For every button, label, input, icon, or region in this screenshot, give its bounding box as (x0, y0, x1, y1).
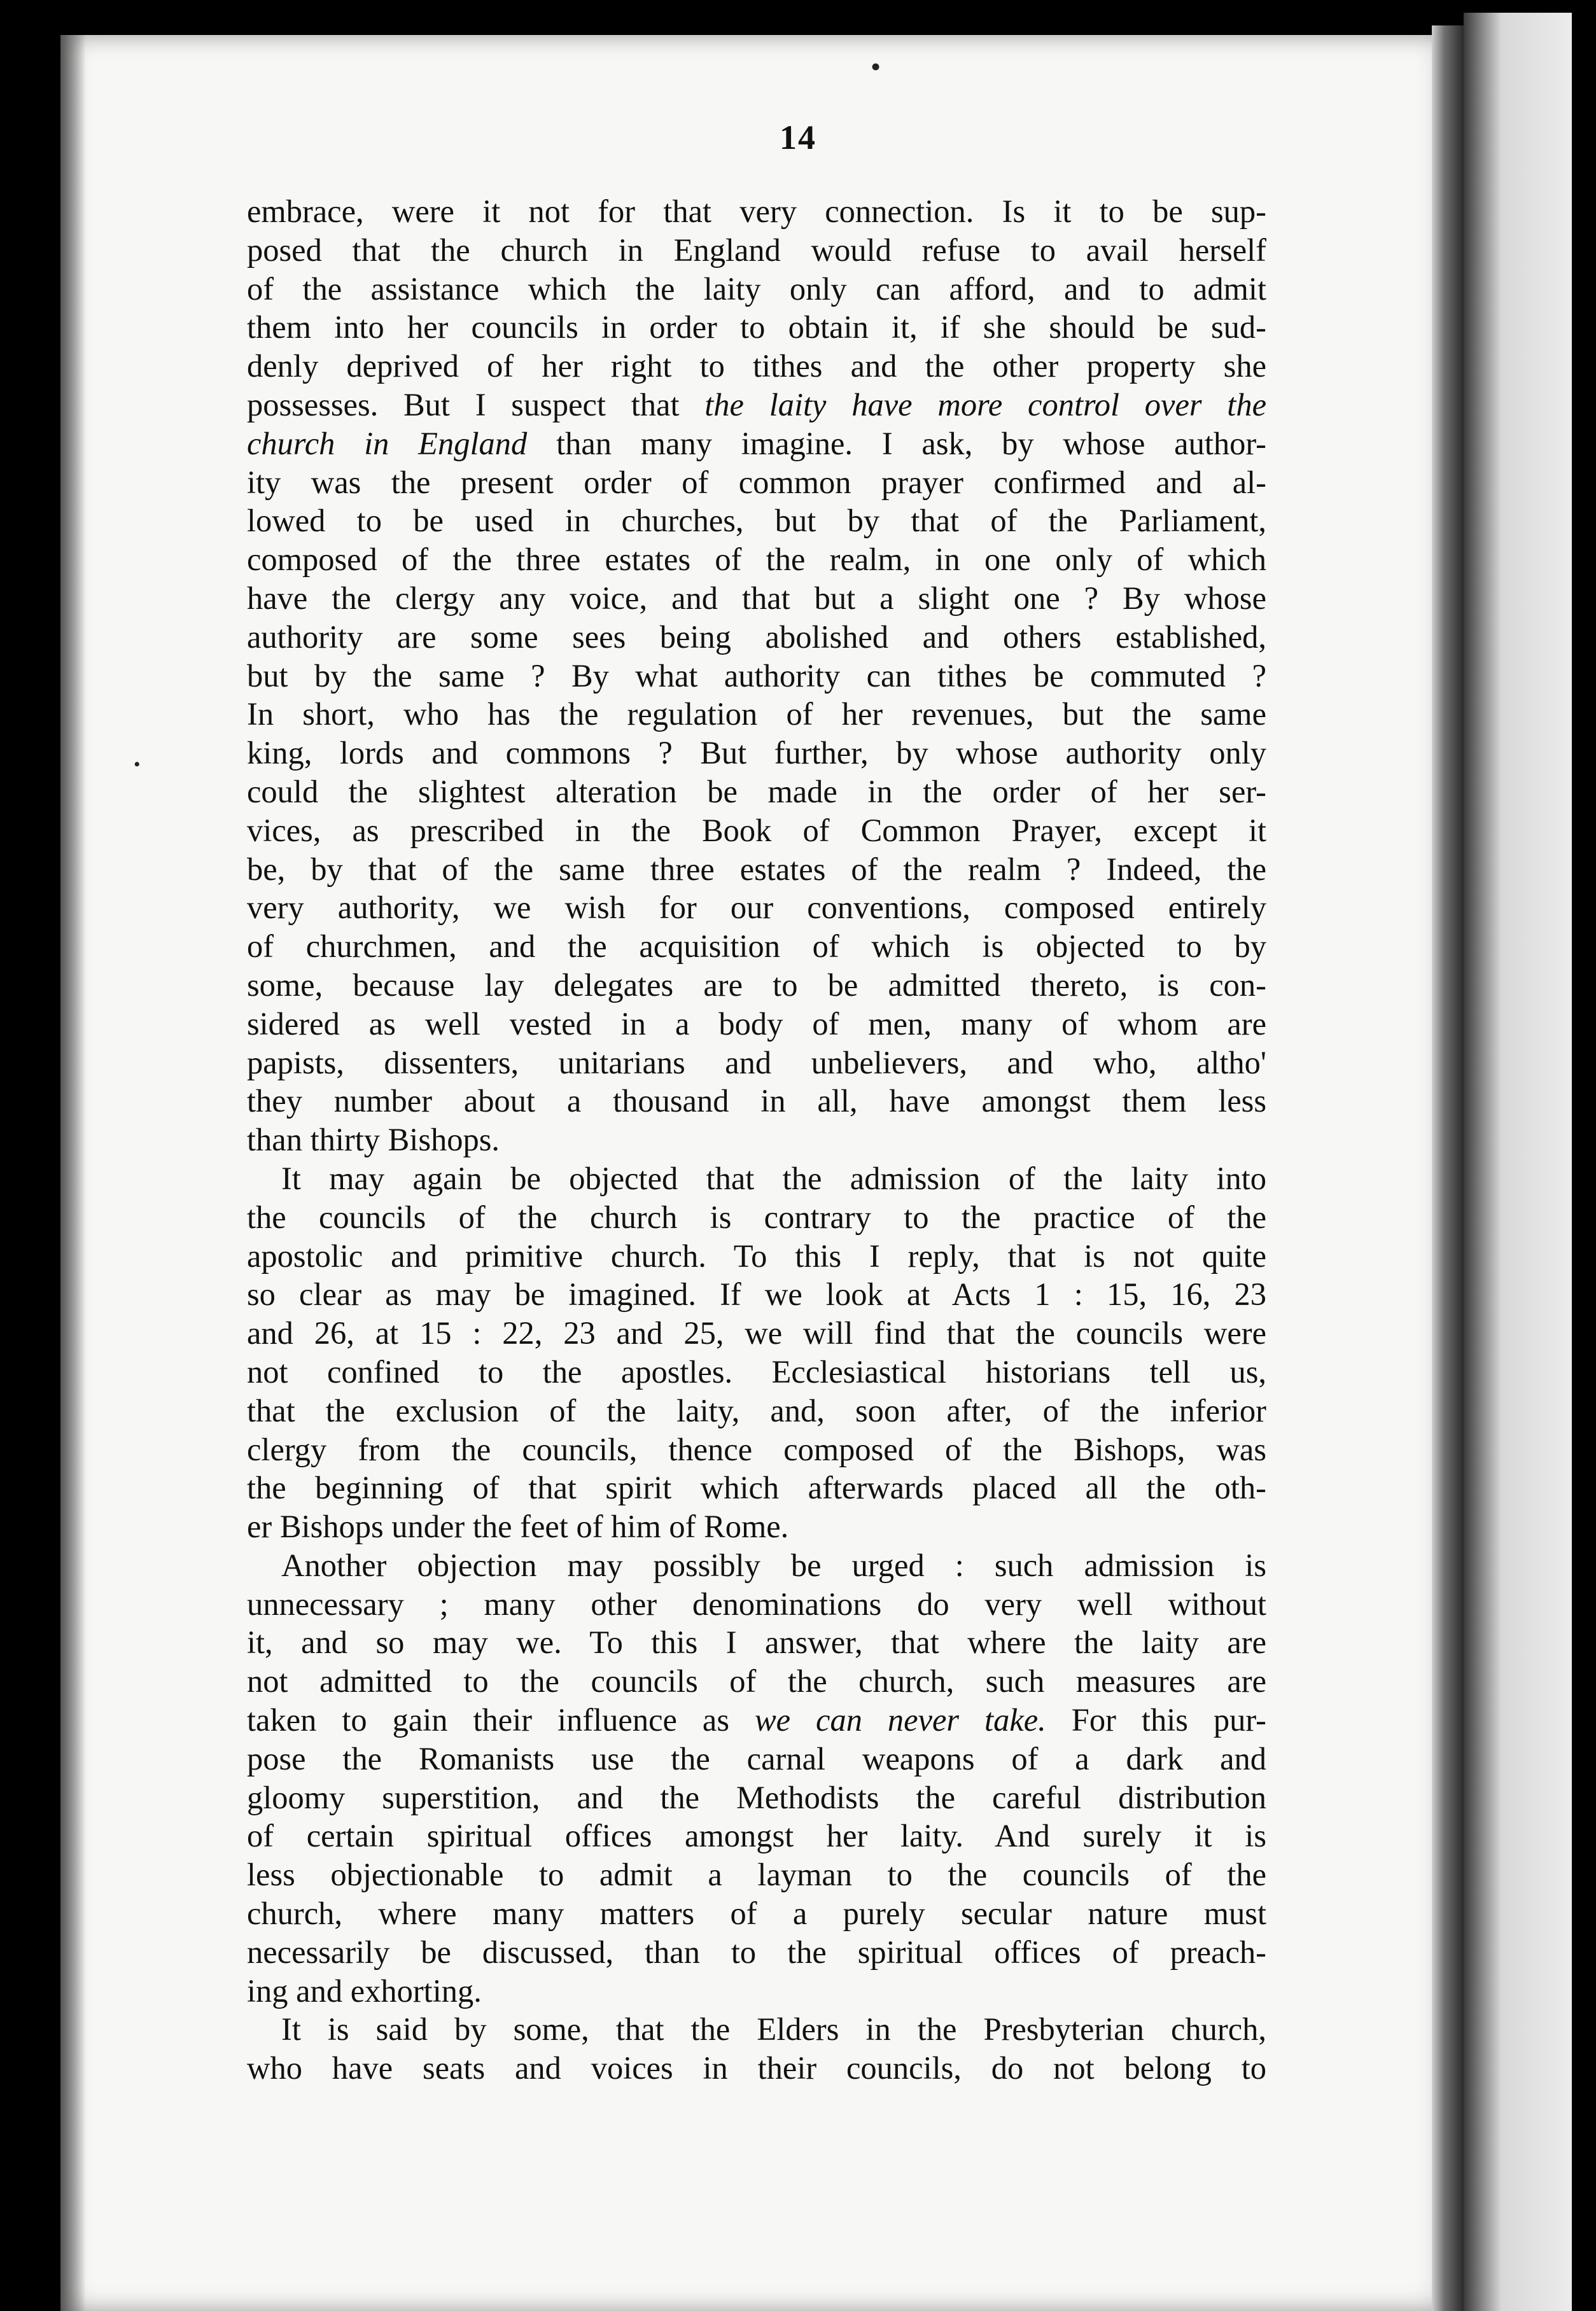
margin-dot-mark: • (134, 754, 141, 775)
text-line (247, 1430, 1266, 1469)
line-text: not admitted to the councils of the church, such measures are (247, 1663, 1266, 1700)
text-line (247, 1623, 1266, 1662)
line-text: apostolic and primitive church. To this I reply, that is not quite (247, 1238, 1266, 1274)
line-text: embrace, were it not for that very connection. Is it to be sup- (247, 193, 1266, 229)
line-text: It is said by some, that the Elders in the Presbyterian church, (281, 2011, 1266, 2048)
line-text: who have seats and voices in their councils, do not belong to (247, 2050, 1266, 2086)
text-line (247, 386, 1266, 424)
line-text: authority are some sees being abolished and others established, (247, 618, 1266, 655)
text-line (247, 347, 1266, 386)
text-line (247, 1740, 1266, 1778)
text-line (247, 231, 1266, 270)
line-text: pose the Romanists use the carnal weapons of a dark and (247, 1740, 1266, 1777)
text-line (247, 772, 1266, 811)
facing-page-edge (1464, 13, 1572, 2311)
line-text: not confined to the apostles. Ecclesiastical historians tell us, (247, 1353, 1266, 1390)
text-line (247, 618, 1266, 657)
text-line (247, 1933, 1266, 1972)
line-text: For this pur- (1046, 1702, 1266, 1738)
line-text: necessarily be discussed, than to the spiritual offices of preach- (247, 1934, 1266, 1970)
text-line (247, 1585, 1266, 1624)
line-text: denly deprived of her right to tithes and the other property she (247, 348, 1266, 384)
line-text: taken to gain their influence as (247, 1702, 755, 1738)
italic-text: the laity have more control over the (704, 386, 1266, 422)
line-text: Another objection may possibly be urged : such admission is (281, 1547, 1266, 1583)
scan-speck-mark: • (871, 50, 881, 83)
line-text: the councils of the church is contrary to the practice of the (247, 1199, 1266, 1235)
line-text: In short, who has the regulation of her revenues, but the same (247, 696, 1266, 732)
text-line (247, 463, 1266, 502)
line-text: and 26, at 15 : 22, 23 and 25, we will find that the councils were (247, 1315, 1266, 1351)
line-text: er Bishops under the feet of him of Rome. (247, 1509, 789, 1545)
text-line (247, 2010, 1266, 2049)
line-text: of certain spiritual offices amongst her laity. And surely it is (247, 1818, 1266, 1854)
text-line (247, 192, 1266, 231)
line-text: ity was the present order of common prayer confirmed and al- (247, 464, 1266, 500)
line-text: some, because lay delegates are to be admitted thereto, is con- (247, 967, 1266, 1003)
line-text: could the slightest alteration be made in the order of her ser- (247, 773, 1266, 809)
italic-text: church in England (247, 425, 528, 461)
line-text: less objectionable to admit a layman to the councils of the (247, 1857, 1266, 1893)
text-line (247, 1314, 1266, 1353)
line-text: than many imagine. I ask, by whose author- (527, 425, 1266, 461)
text-line (247, 734, 1266, 772)
text-line (247, 1121, 1266, 1159)
text-line (247, 1778, 1266, 1817)
text-line (247, 966, 1266, 1005)
text-line (247, 657, 1266, 695)
text-line (247, 308, 1266, 347)
text-line (247, 424, 1266, 463)
italic-text: we can never take. (754, 1702, 1046, 1738)
line-text: It may again be objected that the admission of the laity into (281, 1160, 1266, 1196)
text-line (247, 501, 1266, 540)
text-line (247, 1005, 1266, 1044)
text-line (247, 1392, 1266, 1430)
text-line (247, 888, 1266, 927)
text-line (247, 1082, 1266, 1121)
line-text: possesses. But I suspect that (247, 386, 705, 422)
line-text: lowed to be used in churches, but by that of the Parliament, (247, 503, 1266, 539)
text-line (247, 1275, 1266, 1314)
line-text: posed that the church in England would refuse to avail herself (247, 232, 1266, 268)
text-line (247, 1469, 1266, 1507)
line-text: clergy from the councils, thence composed of the Bishops, was (247, 1431, 1266, 1467)
text-line (247, 1198, 1266, 1237)
text-line (247, 1662, 1266, 1701)
line-text: ing and exhorting. (247, 1972, 482, 2009)
line-text: gloomy superstition, and the Methodists the careful distribution (247, 1779, 1266, 1815)
text-line (247, 2049, 1266, 2088)
line-text: vices, as prescribed in the Book of Common Prayer, except it (247, 812, 1266, 848)
line-text: unnecessary ; many other denominations do very well without (247, 1586, 1266, 1622)
text-line (247, 1507, 1266, 1546)
line-text: of churchmen, and the acquisition of which is objected to by (247, 928, 1266, 965)
line-text: so clear as may be imagined. If we look at Acts 1 : 15, 16, 23 (247, 1276, 1266, 1313)
text-line (247, 695, 1266, 734)
body-text (247, 192, 1266, 2088)
text-line (247, 270, 1266, 309)
text-line (247, 579, 1266, 618)
line-text: it, and so may we. To this I answer, that where the laity are (247, 1624, 1266, 1661)
text-line (247, 811, 1266, 850)
text-line (247, 1855, 1266, 1894)
line-text: composed of the three estates of the realm, in one only of which (247, 541, 1266, 578)
line-text: papists, dissenters, unitarians and unbelievers, and who, altho' (247, 1044, 1266, 1080)
line-text: king, lords and commons ? But further, by whose authority only (247, 735, 1266, 771)
line-text: church, where many matters of a purely secular nature must (247, 1896, 1266, 1932)
line-text: the beginning of that spirit which afterwards placed all the oth- (247, 1470, 1266, 1506)
text-line (247, 1817, 1266, 1855)
text-line (247, 1237, 1266, 1276)
page-spine-shadow (1432, 25, 1464, 2311)
line-text: than thirty Bishops. (247, 1122, 500, 1158)
line-text: sidered as well vested in a body of men, many of whom are (247, 1005, 1266, 1042)
text-line (247, 1353, 1266, 1392)
text-line (247, 540, 1266, 579)
line-text: that the exclusion of the laity, and, soon after, of the inferior (247, 1392, 1266, 1428)
text-line (247, 1044, 1266, 1082)
text-line (247, 1546, 1266, 1585)
line-text: they number about a thousand in all, have amongst them less (247, 1083, 1266, 1119)
line-text: but by the same ? By what authority can tithes be commuted ? (247, 657, 1266, 694)
text-line (247, 1894, 1266, 1933)
line-text: very authority, we wish for our conventions, composed entirely (247, 890, 1266, 926)
text-line (247, 927, 1266, 966)
text-line (247, 1159, 1266, 1198)
page-gutter-shadow (60, 35, 86, 2311)
text-line (247, 850, 1266, 889)
line-text: them into her councils in order to obtain it, if she should be sud- (247, 309, 1266, 346)
scan-border-right (1572, 0, 1596, 2311)
page-number: 14 (780, 118, 816, 157)
line-text: of the assistance which the laity only can afford, and to admit (247, 270, 1266, 307)
line-text: have the clergy any voice, and that but a slight one ? By whose (247, 580, 1266, 616)
text-line (247, 1701, 1266, 1740)
text-line (247, 1972, 1266, 2011)
line-text: be, by that of the same three estates of the realm ? Indeed, the (247, 851, 1266, 887)
